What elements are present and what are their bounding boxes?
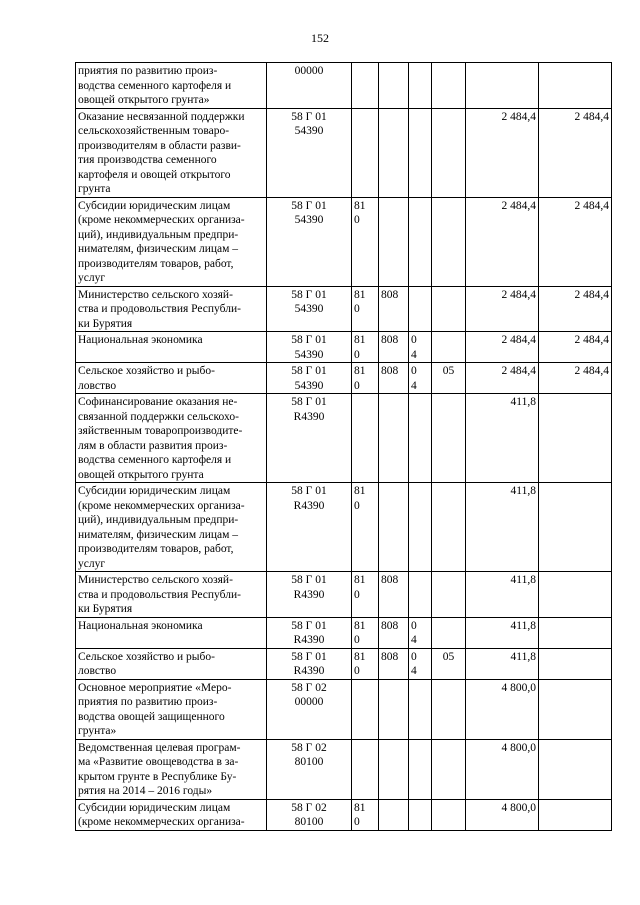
subsection-code-cell xyxy=(432,108,466,197)
target-article-code-cell: 58 Г 01 54390 xyxy=(267,197,352,286)
administrator-code-cell xyxy=(379,197,409,286)
section-code-cell xyxy=(409,679,432,739)
expense-type-code-cell: 81 0 xyxy=(352,363,379,394)
subsection-code-cell xyxy=(432,799,466,830)
section-code-cell xyxy=(409,63,432,109)
target-article-code-cell: 58 Г 01 R4390 xyxy=(267,394,352,483)
administrator-code-cell xyxy=(379,394,409,483)
item-name-cell: Сельское хозяйство и рыбо- ловство xyxy=(76,363,267,394)
section-code-cell xyxy=(409,739,432,799)
administrator-code-cell: 808 xyxy=(379,332,409,363)
subsection-code-cell xyxy=(432,197,466,286)
section-code-cell xyxy=(409,108,432,197)
section-code-cell xyxy=(409,394,432,483)
amount-year-1-cell: 411,8 xyxy=(466,617,539,648)
expense-type-code-cell: 81 0 xyxy=(352,648,379,679)
target-article-code-cell: 58 Г 02 80100 xyxy=(267,739,352,799)
amount-year-1-cell: 411,8 xyxy=(466,648,539,679)
item-name-cell: Ведомственная целевая програм- ма «Развитие овощеводства в за- крытом грунте в Республике Бу- рятия на 2014 – 2016 годы» xyxy=(76,739,267,799)
amount-year-2-cell: 2 484,4 xyxy=(539,108,612,197)
amount-year-1-cell: 2 484,4 xyxy=(466,363,539,394)
table-body xyxy=(76,63,612,831)
subsection-code-cell xyxy=(432,679,466,739)
amount-year-1-cell: 411,8 xyxy=(466,572,539,618)
subsection-code-cell xyxy=(432,739,466,799)
subsection-code-cell xyxy=(432,483,466,572)
item-name-cell: Национальная экономика xyxy=(76,617,267,648)
administrator-code-cell xyxy=(379,108,409,197)
administrator-code-cell: 808 xyxy=(379,648,409,679)
item-name-cell: Сельское хозяйство и рыбо- ловство xyxy=(76,648,267,679)
budget-table xyxy=(75,62,612,831)
section-code-cell xyxy=(409,197,432,286)
amount-year-1-cell: 2 484,4 xyxy=(466,286,539,332)
item-name-cell: Субсидии юридическим лицам (кроме некоммерческих организа- ций), индивидуальным предпри- нимателям, физическим лицам – производителям товаров, работ, услуг xyxy=(76,483,267,572)
subsection-code-cell xyxy=(432,617,466,648)
amount-year-2-cell xyxy=(539,739,612,799)
table-row xyxy=(76,679,612,739)
amount-year-2-cell xyxy=(539,572,612,618)
expense-type-code-cell xyxy=(352,108,379,197)
item-name-cell: Министерство сельского хозяй- ства и продовольствия Республи- ки Бурятия xyxy=(76,572,267,618)
table-row xyxy=(76,648,612,679)
amount-year-1-cell: 411,8 xyxy=(466,394,539,483)
amount-year-2-cell: 2 484,4 xyxy=(539,286,612,332)
target-article-code-cell: 58 Г 01 R4390 xyxy=(267,483,352,572)
amount-year-2-cell: 2 484,4 xyxy=(539,363,612,394)
amount-year-1-cell: 4 800,0 xyxy=(466,739,539,799)
page-number: 152 xyxy=(311,31,329,45)
section-code-cell xyxy=(409,286,432,332)
item-name-cell: Субсидии юридическим лицам (кроме некоммерческих организа- ций), индивидуальным предпри- нимателям, физическим лицам – производителям товаров, работ, услуг xyxy=(76,197,267,286)
table-row xyxy=(76,286,612,332)
subsection-code-cell: 05 xyxy=(432,648,466,679)
amount-year-2-cell xyxy=(539,648,612,679)
target-article-code-cell: 58 Г 01 54390 xyxy=(267,286,352,332)
amount-year-1-cell: 2 484,4 xyxy=(466,332,539,363)
expense-type-code-cell xyxy=(352,394,379,483)
table-row xyxy=(76,108,612,197)
section-code-cell: 0 4 xyxy=(409,648,432,679)
table-row xyxy=(76,394,612,483)
section-code-cell xyxy=(409,572,432,618)
administrator-code-cell xyxy=(379,739,409,799)
subsection-code-cell xyxy=(432,332,466,363)
target-article-code-cell: 58 Г 01 54390 xyxy=(267,363,352,394)
section-code-cell xyxy=(409,483,432,572)
expense-type-code-cell xyxy=(352,679,379,739)
administrator-code-cell xyxy=(379,799,409,830)
item-name-cell: Субсидии юридическим лицам (кроме некоммерческих организа- xyxy=(76,799,267,830)
table-row xyxy=(76,739,612,799)
administrator-code-cell xyxy=(379,483,409,572)
target-article-code-cell: 58 Г 01 54390 xyxy=(267,108,352,197)
amount-year-2-cell xyxy=(539,63,612,109)
section-code-cell xyxy=(409,799,432,830)
expense-type-code-cell: 81 0 xyxy=(352,483,379,572)
amount-year-1-cell xyxy=(466,63,539,109)
target-article-code-cell: 58 Г 02 00000 xyxy=(267,679,352,739)
amount-year-1-cell: 2 484,4 xyxy=(466,197,539,286)
item-name-cell: Оказание несвязанной поддержки сельскохозяйственным товаро- производителям в области разви- тия производства семенного картофеля и овощей открытого грунта xyxy=(76,108,267,197)
amount-year-1-cell: 2 484,4 xyxy=(466,108,539,197)
table-row xyxy=(76,617,612,648)
expense-type-code-cell: 81 0 xyxy=(352,572,379,618)
target-article-code-cell: 58 Г 01 R4390 xyxy=(267,648,352,679)
amount-year-1-cell: 4 800,0 xyxy=(466,799,539,830)
target-article-code-cell: 00000 xyxy=(267,63,352,109)
table-row xyxy=(76,799,612,830)
expense-type-code-cell: 81 0 xyxy=(352,332,379,363)
table-row xyxy=(76,572,612,618)
subsection-code-cell xyxy=(432,572,466,618)
table-row xyxy=(76,197,612,286)
subsection-code-cell: 05 xyxy=(432,363,466,394)
item-name-cell: Национальная экономика xyxy=(76,332,267,363)
amount-year-2-cell xyxy=(539,483,612,572)
amount-year-2-cell xyxy=(539,617,612,648)
administrator-code-cell xyxy=(379,63,409,109)
amount-year-2-cell: 2 484,4 xyxy=(539,197,612,286)
item-name-cell: Министерство сельского хозяй- ства и продовольствия Республи- ки Бурятия xyxy=(76,286,267,332)
subsection-code-cell xyxy=(432,394,466,483)
administrator-code-cell xyxy=(379,679,409,739)
target-article-code-cell: 58 Г 01 R4390 xyxy=(267,572,352,618)
table-row xyxy=(76,483,612,572)
section-code-cell: 0 4 xyxy=(409,332,432,363)
subsection-code-cell xyxy=(432,63,466,109)
amount-year-1-cell: 411,8 xyxy=(466,483,539,572)
table-row xyxy=(76,332,612,363)
expense-type-code-cell: 81 0 xyxy=(352,799,379,830)
amount-year-2-cell xyxy=(539,394,612,483)
amount-year-2-cell xyxy=(539,799,612,830)
administrator-code-cell: 808 xyxy=(379,286,409,332)
item-name-cell: Софинансирование оказания не- связанной поддержки сельскохо- зяйственным товаропроизводите- лям в области развития произ- водства семенного картофеля и овощей открытого грунта xyxy=(76,394,267,483)
target-article-code-cell: 58 Г 02 80100 xyxy=(267,799,352,830)
expense-type-code-cell xyxy=(352,739,379,799)
table-row xyxy=(76,363,612,394)
item-name-cell: Основное мероприятие «Меро- приятия по развитию произ- водства овощей защищенного грунта» xyxy=(76,679,267,739)
section-code-cell: 0 4 xyxy=(409,363,432,394)
target-article-code-cell: 58 Г 01 54390 xyxy=(267,332,352,363)
administrator-code-cell: 808 xyxy=(379,617,409,648)
item-name-cell: приятия по развитию произ- водства семенного картофеля и овощей открытого грунта» xyxy=(76,63,267,109)
table-row xyxy=(76,63,612,109)
expense-type-code-cell: 81 0 xyxy=(352,617,379,648)
amount-year-1-cell: 4 800,0 xyxy=(466,679,539,739)
expense-type-code-cell: 81 0 xyxy=(352,286,379,332)
section-code-cell: 0 4 xyxy=(409,617,432,648)
expense-type-code-cell: 81 0 xyxy=(352,197,379,286)
amount-year-2-cell: 2 484,4 xyxy=(539,332,612,363)
target-article-code-cell: 58 Г 01 R4390 xyxy=(267,617,352,648)
subsection-code-cell xyxy=(432,286,466,332)
administrator-code-cell: 808 xyxy=(379,572,409,618)
amount-year-2-cell xyxy=(539,679,612,739)
expense-type-code-cell xyxy=(352,63,379,109)
administrator-code-cell: 808 xyxy=(379,363,409,394)
